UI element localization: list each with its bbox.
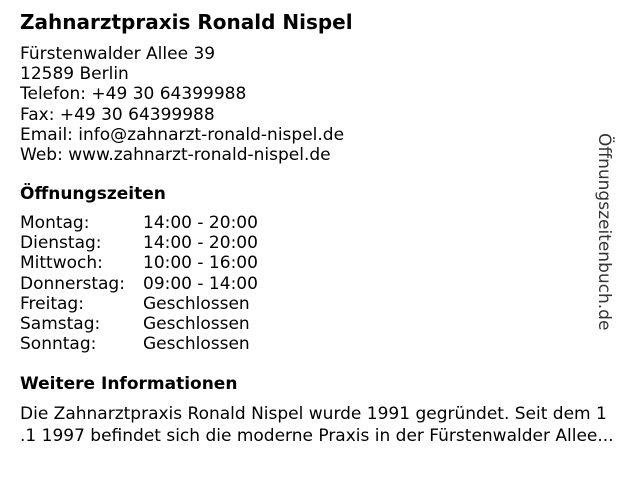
hours-time: Geschlossen xyxy=(143,314,250,335)
hours-time: Geschlossen xyxy=(143,293,250,314)
hours-time: 10:00 - 16:00 xyxy=(143,253,258,274)
hours-row xyxy=(20,213,258,233)
hours-row xyxy=(20,274,258,294)
email-address: Email: info@zahnarzt-ronald-nispel.de xyxy=(20,124,345,145)
hours-day: Donnerstag: xyxy=(20,273,125,294)
description-line: .1 1997 befindet sich die moderne Praxis in der Fürstenwalder Allee... xyxy=(20,426,614,446)
contact-block xyxy=(20,44,344,165)
website: Web: www.zahnarzt-ronald-nispel.de xyxy=(20,145,331,166)
hours-day: Montag: xyxy=(20,213,90,233)
hours-time: 09:00 - 14:00 xyxy=(143,273,258,294)
practice-description xyxy=(20,403,632,447)
hours-day: Dienstag: xyxy=(20,233,102,254)
fax-number: Fax: +49 30 64399988 xyxy=(20,104,215,125)
hours-row xyxy=(20,233,258,253)
hours-time: 14:00 - 20:00 xyxy=(143,213,258,233)
opening-hours-heading: Öffnungszeiten xyxy=(20,184,166,204)
hours-day: Samstag: xyxy=(20,314,101,335)
hours-day: Freitag: xyxy=(20,293,84,314)
description-line: Die Zahnarztpraxis Ronald Nispel wurde 1991 gegründet. Seit dem 1 xyxy=(20,404,607,424)
hours-time: Geschlossen xyxy=(143,334,250,355)
more-info-heading: Weitere Informationen xyxy=(20,374,238,394)
hours-row xyxy=(20,294,258,314)
opening-hours-table xyxy=(20,213,258,354)
practice-name: Zahnarztpraxis Ronald Nispel xyxy=(20,10,353,34)
address-city: 12589 Berlin xyxy=(20,64,129,85)
hours-day: Sonntag: xyxy=(20,334,97,355)
hours-day: Mittwoch: xyxy=(20,253,103,274)
hours-row xyxy=(20,334,258,354)
hours-row xyxy=(20,253,258,273)
hours-row xyxy=(20,314,258,334)
address-street: Fürstenwalder Allee 39 xyxy=(20,44,216,64)
hours-time: 14:00 - 20:00 xyxy=(143,233,258,254)
watermark-text: Öffnungszeitenbuch.de xyxy=(594,133,614,331)
phone-number: Telefon: +49 30 64399988 xyxy=(20,84,247,105)
